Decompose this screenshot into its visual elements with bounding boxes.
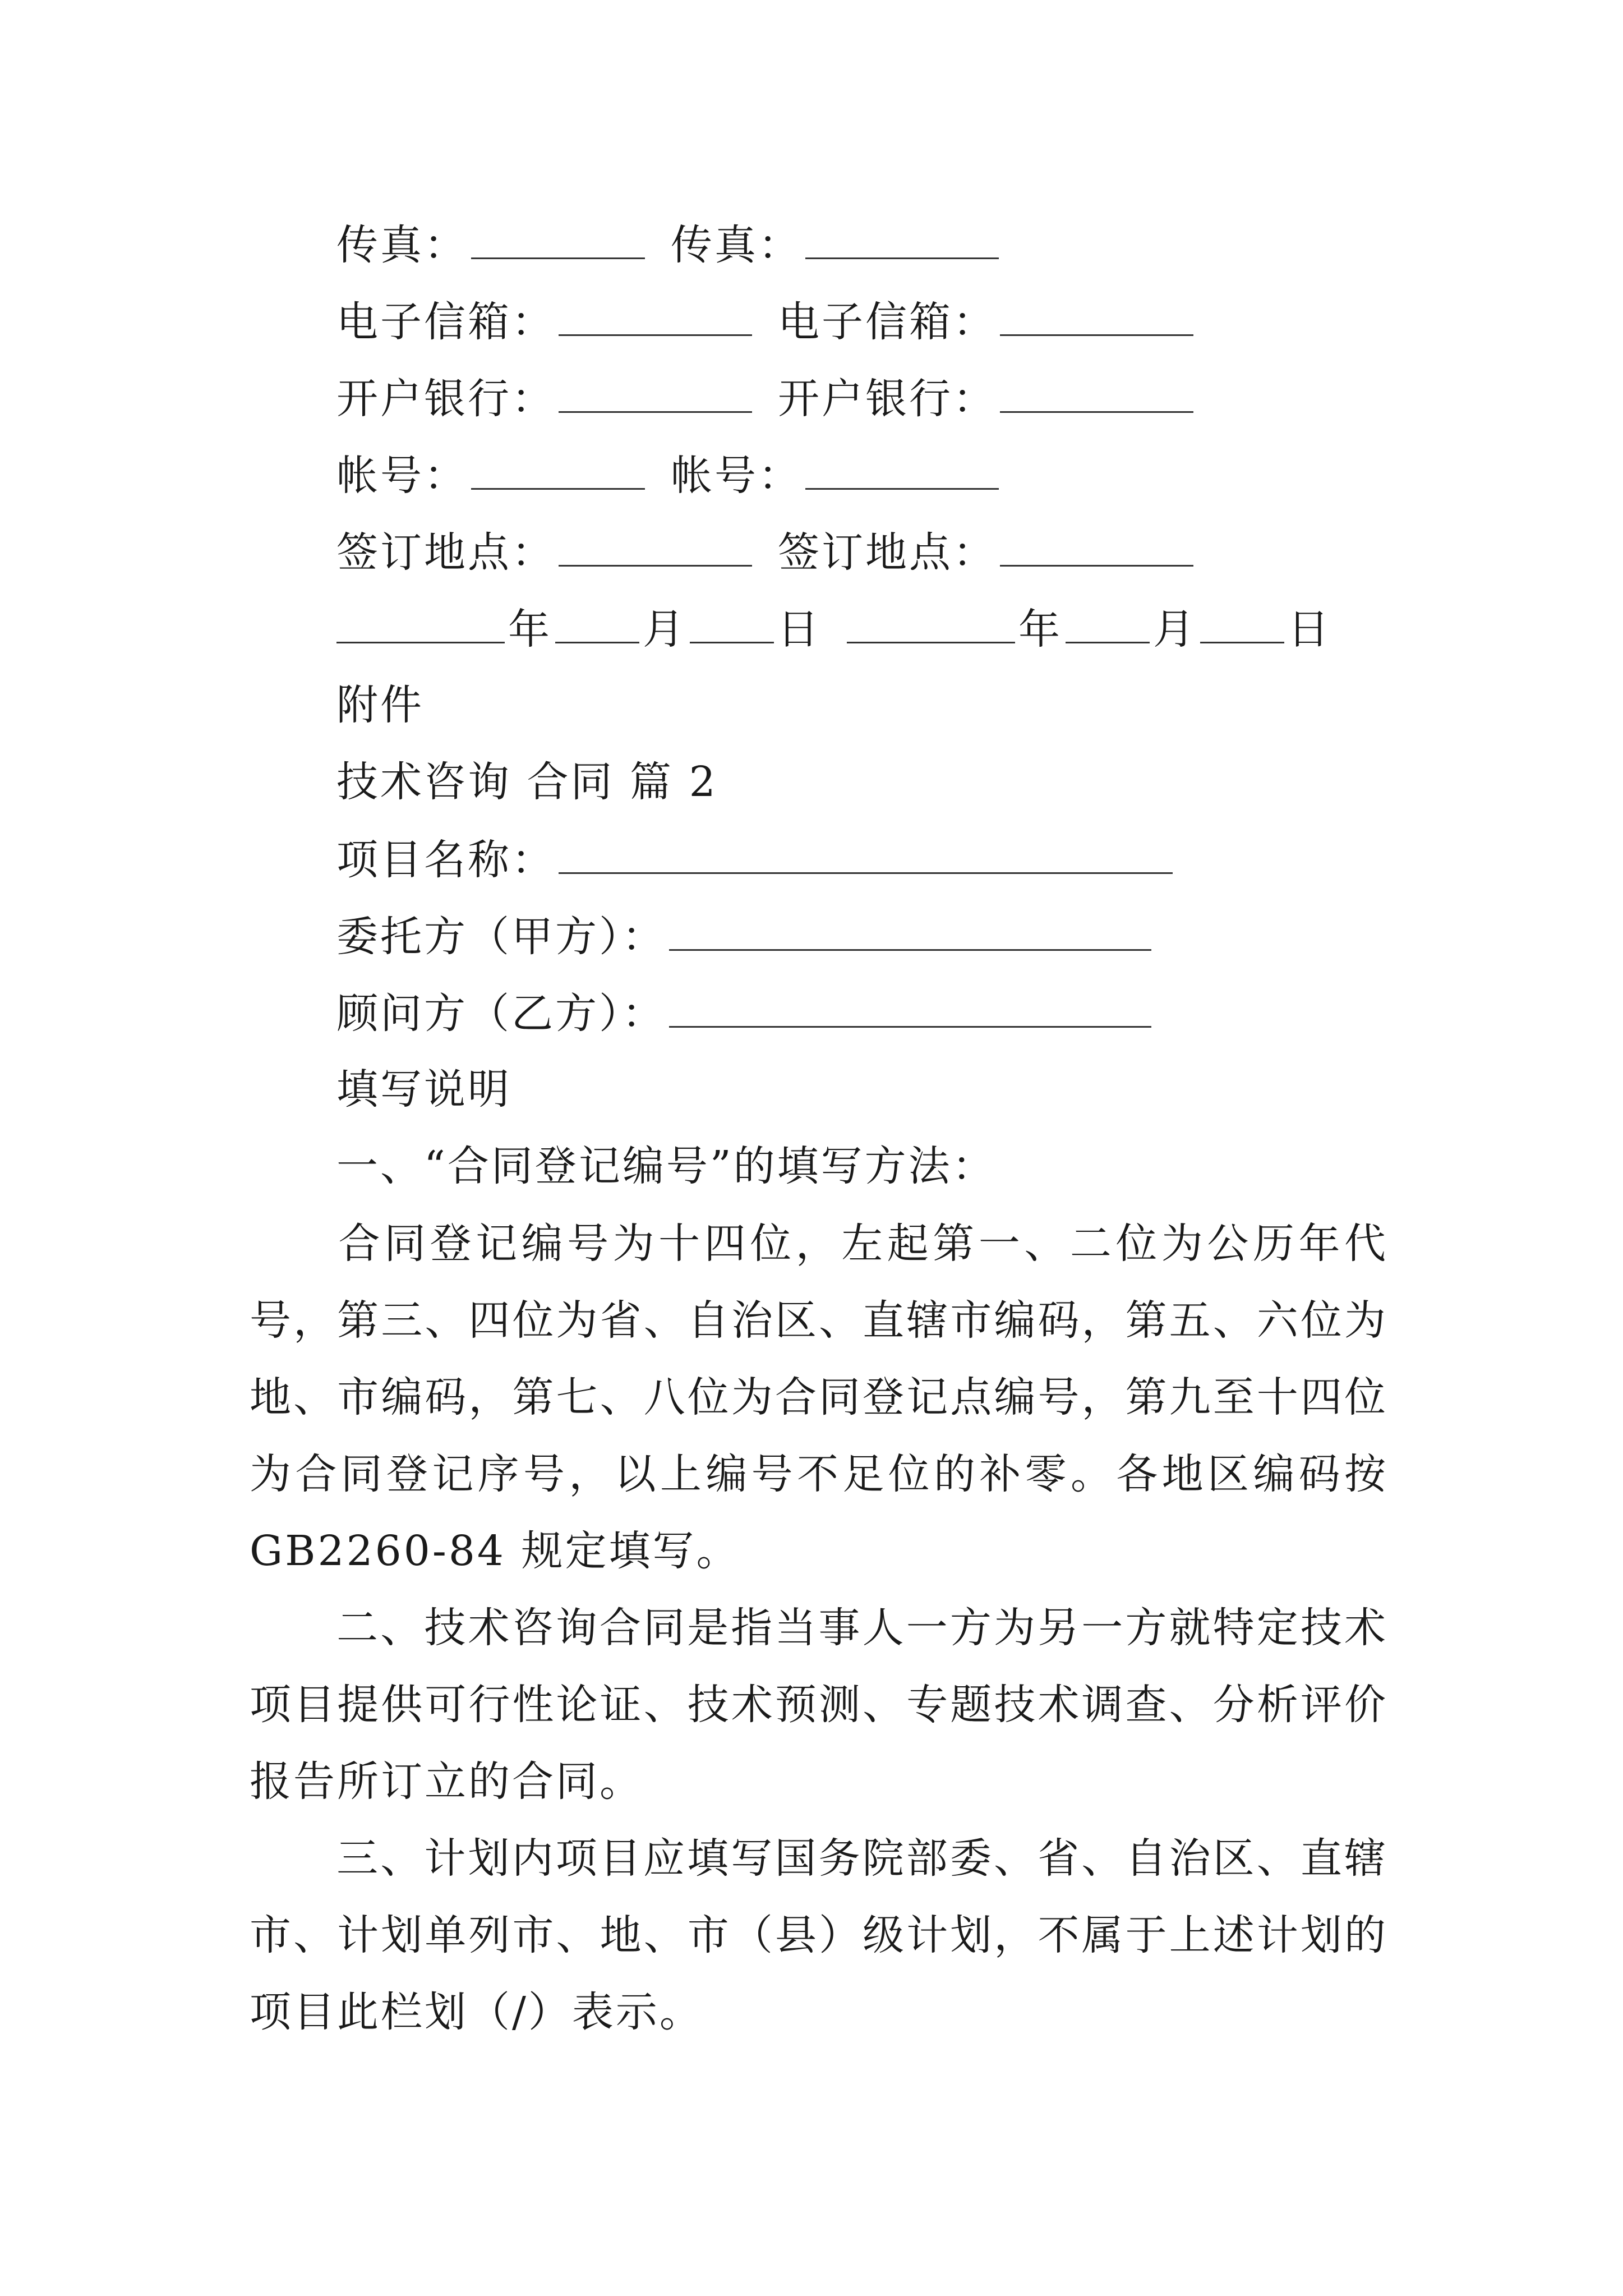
year-blank-left[interactable] xyxy=(336,600,505,643)
client-row xyxy=(336,908,1155,965)
signing-place-blank-right[interactable] xyxy=(1000,523,1193,567)
month-label-left: 月 xyxy=(643,605,686,654)
account-label-right: 帐号： xyxy=(671,452,802,500)
email-label-left: 电子信箱： xyxy=(336,298,555,346)
month-blank-left[interactable] xyxy=(555,600,639,643)
email-label-right: 电子信箱： xyxy=(778,298,997,346)
day-label-left: 日 xyxy=(777,605,821,654)
consultant-blank[interactable] xyxy=(669,984,1151,1028)
day-blank-right[interactable] xyxy=(1200,600,1284,643)
paragraph-registration-number xyxy=(250,1205,1388,1590)
signing-place-blank-left[interactable] xyxy=(559,523,752,567)
date-row xyxy=(336,600,1331,657)
paragraph-2-text: 二、技术咨询合同是指当事人一方为另一方就特定技术项目提供可行性论证、技术预测、专题技术调查、分析评价报告所订立的合同。 xyxy=(250,1604,1388,1806)
signing-place-label-left: 签订地点： xyxy=(336,528,555,577)
contract-title: 技术咨询 合同 篇 2 xyxy=(336,758,718,806)
instructions-title: 填写说明 xyxy=(336,1065,511,1114)
email-row xyxy=(336,293,1197,350)
section1-heading: 一、“合同登记编号”的填写方法： xyxy=(336,1142,996,1190)
day-blank-left[interactable] xyxy=(690,600,774,643)
year-blank-right[interactable] xyxy=(847,600,1015,643)
month-blank-right[interactable] xyxy=(1066,600,1150,643)
year-label-right: 年 xyxy=(1018,605,1062,654)
consultant-label: 顾问方（乙方）： xyxy=(336,990,666,1038)
bank-row xyxy=(336,370,1197,427)
day-label-right: 日 xyxy=(1288,605,1331,654)
paragraph-1-text: 合同登记编号为十四位，左起第一、二位为公历年代号，第三、四位为省、自治区、直辖市编码，第五、六位为地、市编码，第七、八位为合同登记点编号，第九至十四位为合同登记序号，以上编号不足位的补零。各地区编码按GB2260-84 规定填写。 xyxy=(250,1220,1388,1575)
paragraph-planned-project xyxy=(250,1820,1388,2051)
fax-blank-left[interactable] xyxy=(471,216,645,259)
account-row xyxy=(336,447,1002,504)
email-blank-left[interactable] xyxy=(559,293,752,336)
bank-blank-right[interactable] xyxy=(1000,370,1193,413)
year-label-left: 年 xyxy=(508,605,552,654)
project-name-blank[interactable] xyxy=(559,831,1173,874)
consultant-row xyxy=(336,984,1155,1042)
account-blank-left[interactable] xyxy=(471,447,645,490)
email-blank-right[interactable] xyxy=(1000,293,1193,336)
paragraph-3-text: 三、计划内项目应填写国务院部委、省、自治区、直辖市、计划单列市、地、市（县）级计划，不属于上述计划的项目此栏划（/）表示。 xyxy=(250,1834,1388,2036)
signing-place-label-right: 签订地点： xyxy=(778,528,997,577)
fax-label-right: 传真： xyxy=(671,221,802,269)
bank-blank-left[interactable] xyxy=(559,370,752,413)
fax-label-left: 传真： xyxy=(336,221,468,269)
signing-place-row xyxy=(336,523,1197,581)
fax-blank-right[interactable] xyxy=(805,216,999,259)
client-blank[interactable] xyxy=(669,908,1151,951)
paragraph-consulting-definition xyxy=(250,1590,1388,1820)
client-label: 委托方（甲方）： xyxy=(336,913,666,961)
bank-label-left: 开户银行： xyxy=(336,375,555,423)
month-label-right: 月 xyxy=(1153,605,1197,654)
bank-label-right: 开户银行： xyxy=(778,375,997,423)
project-name-row xyxy=(336,831,1176,888)
project-name-label: 项目名称： xyxy=(336,836,555,884)
account-blank-right[interactable] xyxy=(805,447,999,490)
account-label-left: 帐号： xyxy=(336,452,468,500)
fax-row xyxy=(336,216,1002,273)
attachment-heading: 附件 xyxy=(336,681,424,729)
